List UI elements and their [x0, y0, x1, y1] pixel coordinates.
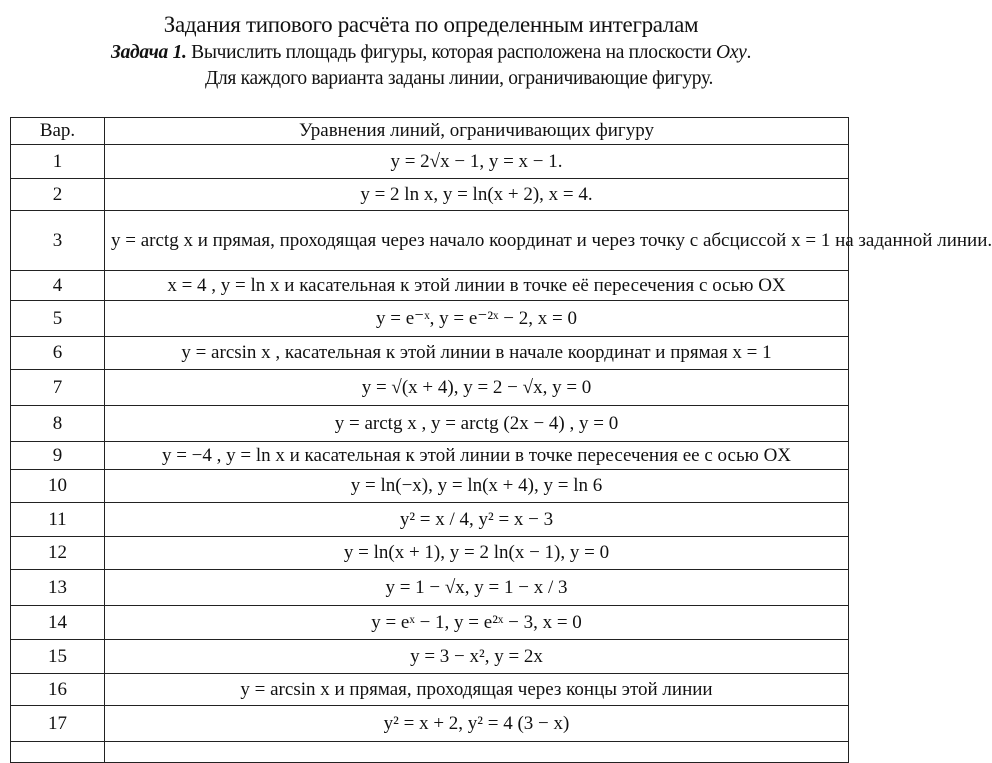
- table-row: [11, 706, 849, 742]
- table-row: [11, 442, 849, 470]
- task-plane: Oxy: [715, 42, 747, 63]
- table-row: [11, 406, 849, 442]
- variant-equations: y = e⁻ˣ, y = e⁻²ˣ − 2, x = 0: [105, 301, 849, 337]
- variant-equations: y = arcsin x , касательная к этой линии в начале координат и прямая x = 1: [105, 337, 849, 370]
- variant-equations: y = arcsin x и прямая, проходящая через концы этой линии: [105, 674, 849, 706]
- task-label: Задача 1.: [110, 42, 187, 63]
- variant-number: 4: [11, 271, 105, 301]
- table-row: [11, 337, 849, 370]
- table-row: [11, 301, 849, 337]
- table-row: [11, 570, 849, 606]
- variant-equations: y² = x + 2, y² = 4 (3 − x): [105, 706, 849, 742]
- variant-number: 6: [11, 337, 105, 370]
- variant-number: 7: [11, 370, 105, 406]
- variant-number: 3: [11, 211, 105, 271]
- table-row: [11, 271, 849, 301]
- variant-equations: y = eˣ − 1, y = e²ˣ − 3, x = 0: [105, 606, 849, 640]
- variant-number: 5: [11, 301, 105, 337]
- table-row: [11, 537, 849, 570]
- variant-number: 12: [11, 537, 105, 570]
- variants-table: [10, 117, 992, 763]
- table-row: [11, 503, 849, 537]
- variant-number: 17: [11, 706, 105, 742]
- table-row: [11, 370, 849, 406]
- variant-number: 16: [11, 674, 105, 706]
- variant-number: 15: [11, 640, 105, 674]
- variant-equations: y = 2 ln x, y = ln(x + 2), x = 4.: [105, 179, 849, 211]
- variant-equations: y = arctg x , y = arctg (2x − 4) , y = 0: [105, 406, 849, 442]
- task-statement: Задача 1. Вычислить площадь фигуры, которая расположена на плоскости Oxy.: [110, 42, 752, 63]
- table-row-partial: [11, 742, 849, 763]
- variant-number: 14: [11, 606, 105, 640]
- variant-number: 9: [11, 442, 105, 470]
- variant-number: 8: [11, 406, 105, 442]
- task-statement-2: Для каждого варианта заданы линии, ограничивающие фигуру.: [205, 68, 714, 89]
- variant-number: 11: [11, 503, 105, 537]
- variant-equations: y = √(x + 4), y = 2 − √x, y = 0: [105, 370, 849, 406]
- table-row: [11, 606, 849, 640]
- page-title: Задания типового расчёта по определенным интегралам: [163, 12, 699, 37]
- table-row: [11, 145, 849, 179]
- table-row: [11, 211, 849, 271]
- variant-equations: y = arctg x и прямая, проходящая через начало координат и через точку с абсциссой x = 1 на заданной линии.: [105, 211, 849, 271]
- variant-equations: y = ln(x + 1), y = 2 ln(x − 1), y = 0: [105, 537, 849, 570]
- table-row: [11, 179, 849, 211]
- variant-equations: x = 4 , y = ln x и касательная к этой линии в точке её пересечения с осью OX: [105, 271, 849, 301]
- variant-number: 2: [11, 179, 105, 211]
- variant-number: 1: [11, 145, 105, 179]
- task-text: Вычислить площадь фигуры, которая расположена на плоскости: [191, 42, 712, 63]
- variant-number: 10: [11, 470, 105, 503]
- variant-number: 13: [11, 570, 105, 606]
- variant-equations: y = 1 − √x, y = 1 − x / 3: [105, 570, 849, 606]
- variant-equations: y = ln(−x), y = ln(x + 4), y = ln 6: [105, 470, 849, 503]
- table-row: [11, 640, 849, 674]
- table-row: [11, 674, 849, 706]
- column-header-equations: Уравнения линий, ограничивающих фигуру: [105, 118, 849, 145]
- variant-equations: y = 3 − x², y = 2x: [105, 640, 849, 674]
- variant-equations: y² = x / 4, y² = x − 3: [105, 503, 849, 537]
- variant-equations: y = −4 , y = ln x и касательная к этой линии в точке пересечения ее с осью OX: [105, 442, 849, 470]
- variant-equations: y = 2√x − 1, y = x − 1.: [105, 145, 849, 179]
- table-header-row: [11, 118, 849, 145]
- column-header-variant: Вар.: [11, 118, 105, 145]
- table-row: [11, 470, 849, 503]
